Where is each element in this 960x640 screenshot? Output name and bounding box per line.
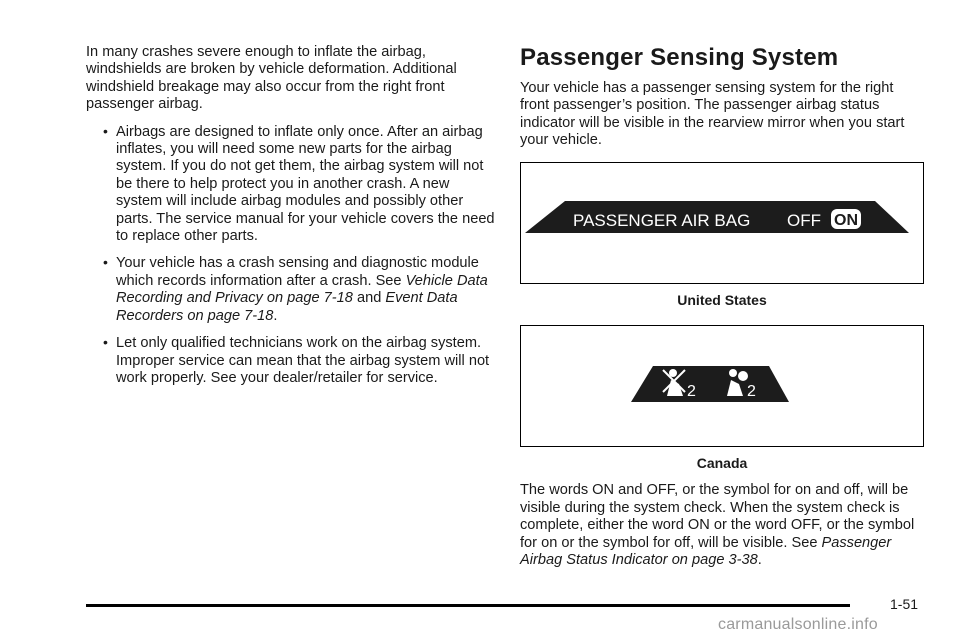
list-item bbox=[86, 335, 498, 387]
footer-divider bbox=[86, 604, 850, 607]
section-heading: Passenger Sensing System bbox=[520, 44, 839, 71]
off-label: OFF bbox=[787, 210, 821, 230]
page-number: 1-51 bbox=[890, 596, 919, 612]
seat-number-label: 2 bbox=[687, 383, 696, 401]
us-caption: United States bbox=[677, 291, 767, 308]
status-paragraph: The words ON and OFF, or the symbol for on and off, will be visible during the system check. When the system check is complete, either the word ON or the word OFF, or the symbol for on or the symbol for off, will be visible. See Passenger Airbag Status Indicator on page 3-38. bbox=[520, 482, 915, 569]
bullet-text: Let only qualified technicians work on the airbag system. Improper service can mean that the airbag system will not work properly. See your dealer/retailer for service. bbox=[116, 335, 490, 386]
seat-number-label: 2 bbox=[747, 383, 756, 401]
indicator-housing bbox=[631, 366, 789, 402]
cross-reference-link[interactable]: Vehicle Data Recording and Privacy on page 7-18 bbox=[116, 272, 488, 307]
bullet-text: Your vehicle has a crash sensing and diagnostic module which records information after a crash. See Vehicle Data Recording and Privacy on page 7-18 and Event Data Recorders on page 7-18. bbox=[116, 255, 488, 324]
cross-reference-link[interactable]: Event Data Recorders on page 7-18 bbox=[116, 290, 458, 324]
bullet-icon: • bbox=[103, 334, 108, 351]
left-column bbox=[86, 44, 498, 397]
cross-reference-link[interactable]: Passenger Airbag Status Indicator on page 3-38 bbox=[520, 534, 892, 569]
bullet-text: Airbags are designed to inflate only once. After an airbag inflates, you will need some new parts for the airbag system. If you do not get them, the airbag system will not be there to help protect you in another crash. A new system will include airbag modules and possibly other parts. The service manual for your vehicle covers the need to replace other parts. bbox=[116, 123, 495, 245]
right-column bbox=[520, 44, 924, 569]
us-indicator-illustration bbox=[521, 163, 923, 283]
watermark: carmanualsonline.info bbox=[718, 616, 878, 633]
passenger-air-bag-label: PASSENGER AIR BAG bbox=[573, 210, 751, 230]
canada-indicator-illustration bbox=[521, 326, 923, 446]
intro-paragraph: In many crashes severe enough to inflate the airbag, windshields are broken by vehicle deformation. Additional windshield breakage may also occur from the right front passenger airbag. bbox=[86, 44, 457, 113]
us-indicator-figure bbox=[520, 162, 924, 284]
canada-indicator-figure bbox=[520, 325, 924, 447]
canada-caption: Canada bbox=[696, 455, 748, 472]
bullet-icon: • bbox=[103, 254, 108, 271]
section-intro: Your vehicle has a passenger sensing system for the right front passenger’s position. The passenger airbag status indicator will be visible in the rearview mirror when you start your vehicle. bbox=[520, 80, 905, 149]
bullet-list bbox=[86, 124, 498, 388]
bullet-icon: • bbox=[103, 122, 108, 139]
on-label: ON bbox=[834, 211, 858, 229]
list-item bbox=[86, 255, 498, 325]
list-item bbox=[86, 124, 498, 246]
